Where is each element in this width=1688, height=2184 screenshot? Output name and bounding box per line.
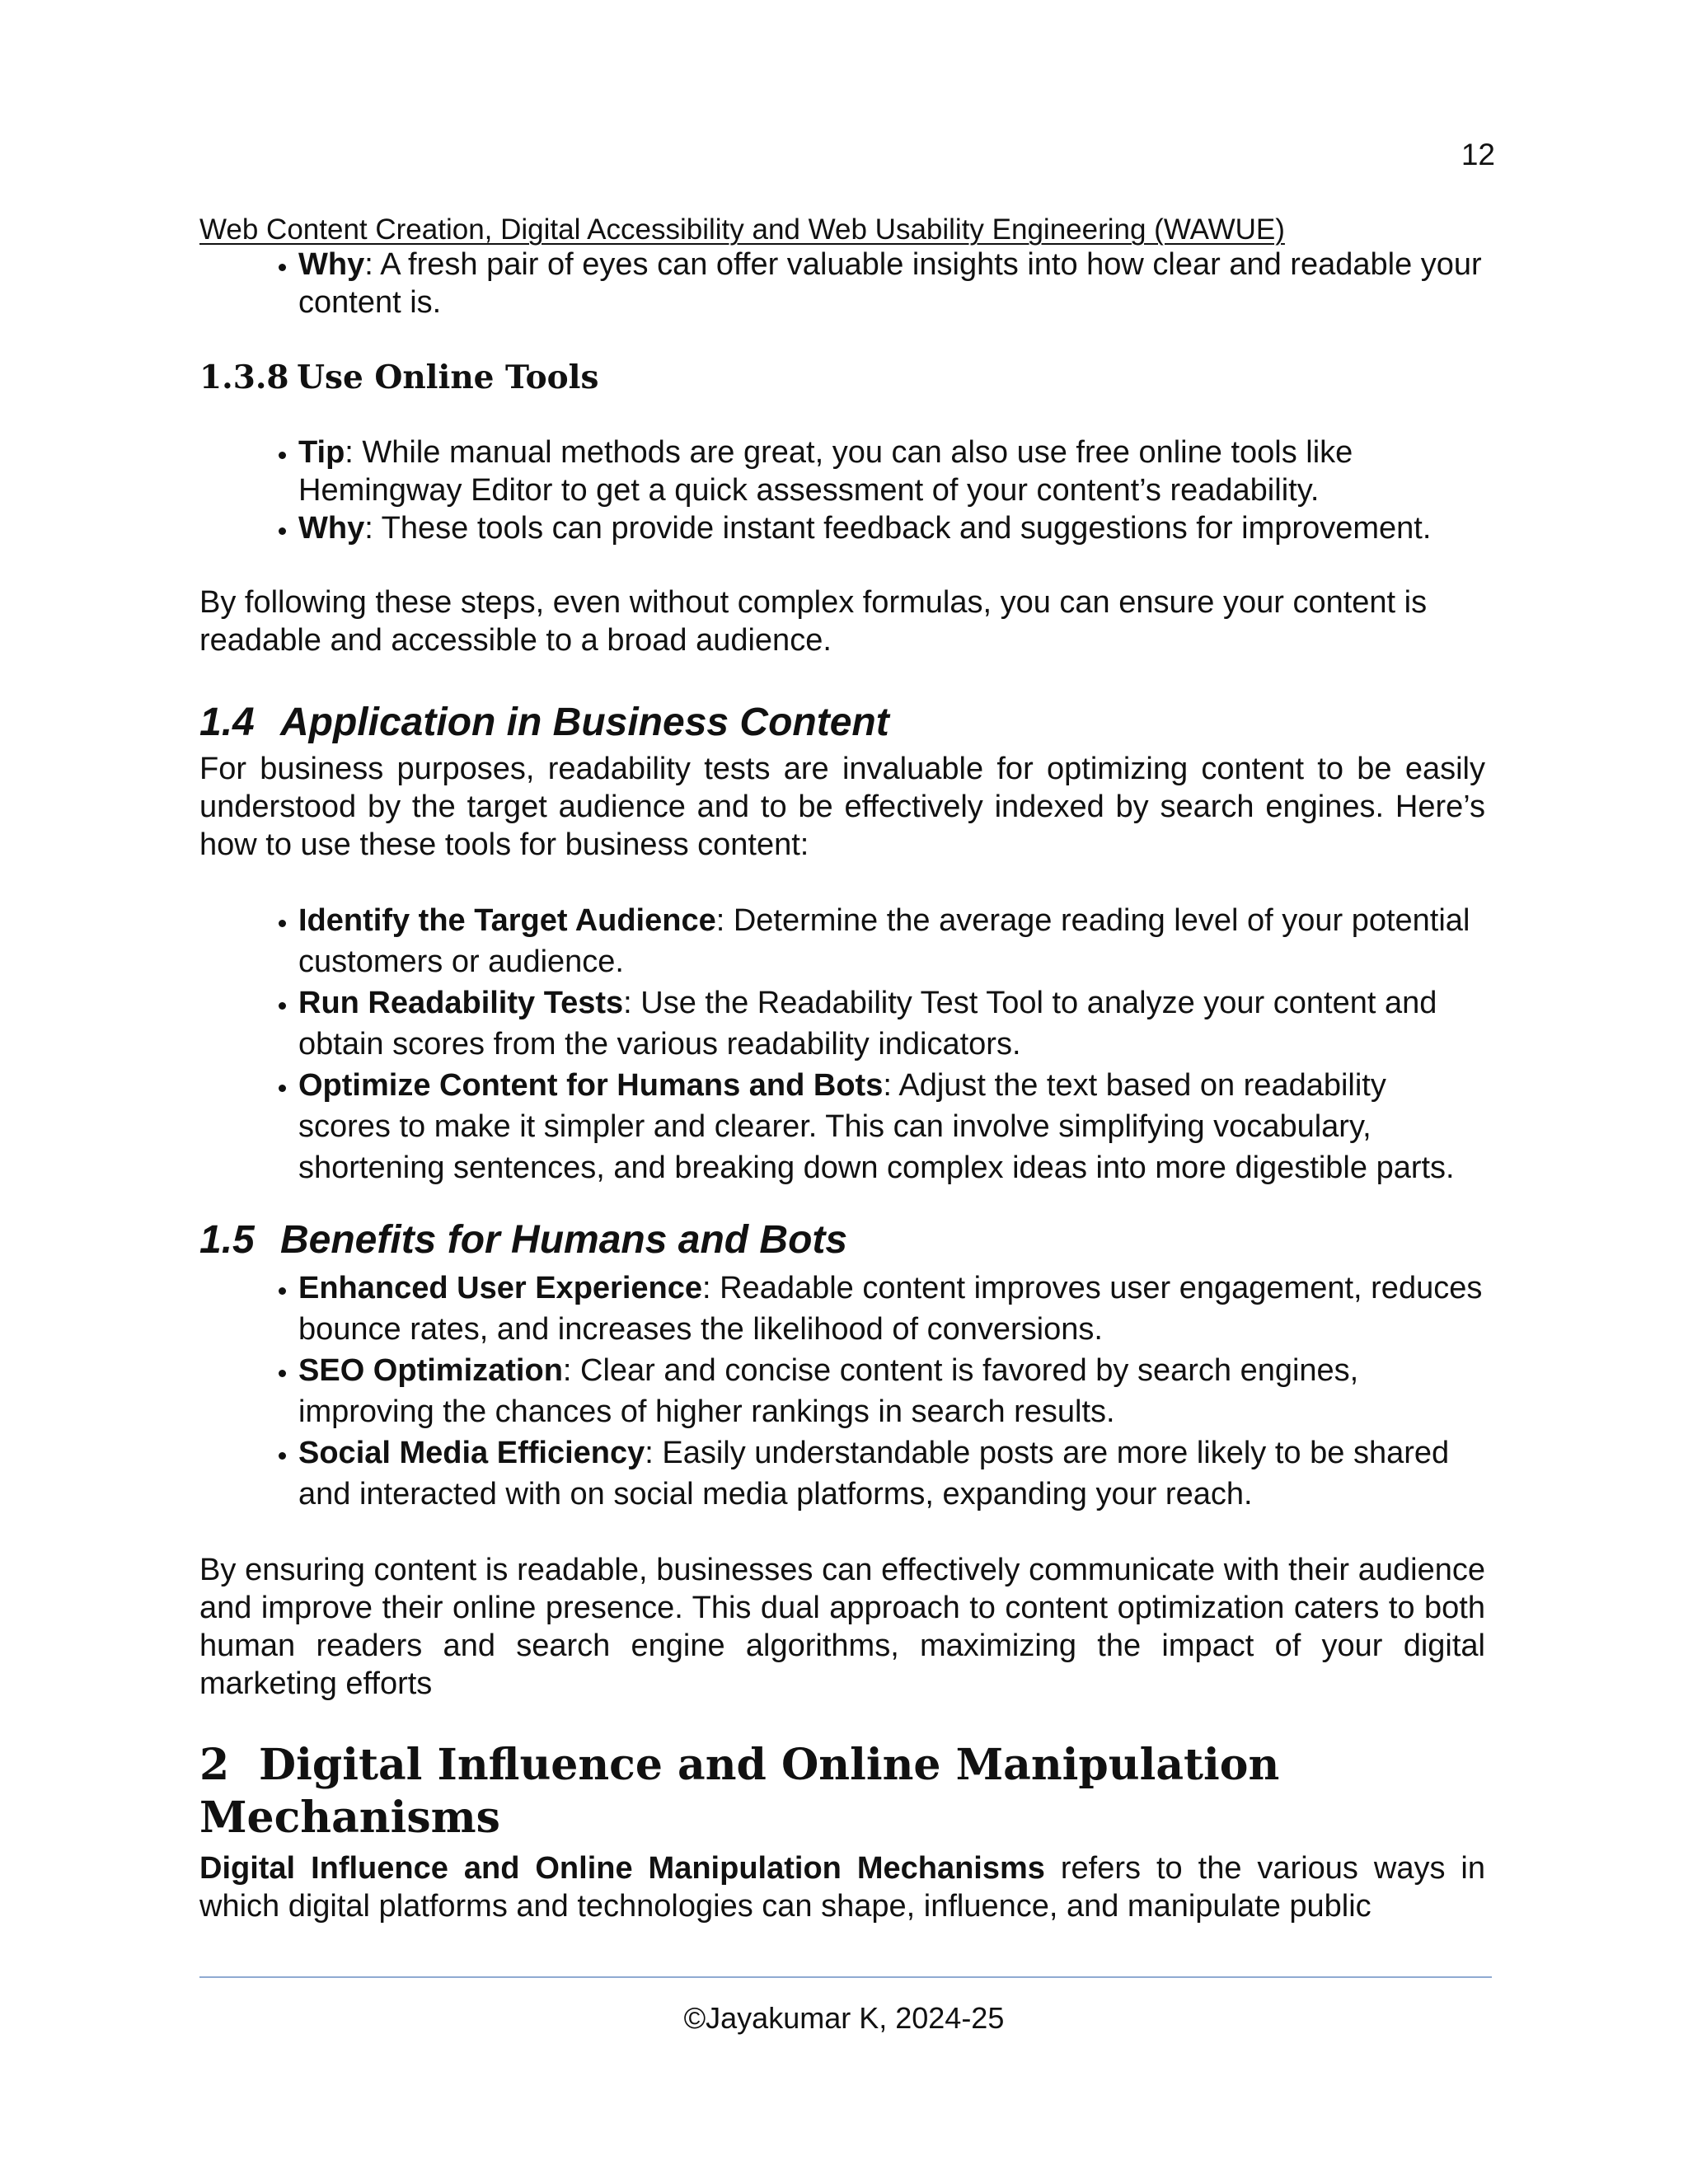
list-item-text: : Use the Readability Test Tool to analyze your content and obtain scores from the various readability indicators. — [298, 986, 1437, 1062]
list-item-term: Optimize Content for Humans and Bots — [298, 1068, 884, 1103]
list-item — [298, 434, 1485, 509]
chapter-number: 2 — [199, 1740, 230, 1790]
bullet-list-business — [199, 900, 1485, 1188]
chapter-heading-2 — [199, 1739, 1485, 1844]
bullet-list-online-tools — [199, 434, 1485, 547]
paragraph-business-intro: For business purposes, readability tests are invaluable for optimizing content to be easily understood by the target audience and to be effectively indexed by search engines. Here’s how to use these tools for business content: — [199, 752, 1485, 862]
list-item-text: : Determine the average reading level of your potential customers or audience. — [298, 903, 1470, 979]
bullet-list-top — [199, 246, 1485, 321]
section-heading-1-4 — [199, 699, 1485, 747]
running-header: Web Content Creation, Digital Accessibility and Web Usability Engineering (WAWUE) — [199, 213, 1285, 246]
list-item — [298, 982, 1485, 1065]
list-item-text: : Clear and concise content is favored by search engines, improving the chances of higher rankings in search results. — [298, 1353, 1359, 1429]
page-number: 12 — [1461, 138, 1495, 171]
page-content — [199, 246, 1485, 1925]
intro-text: refers to the various ways in which digital platforms and technologies can shape, influence, and manipulate public — [199, 1851, 1485, 1924]
list-item — [298, 1432, 1485, 1515]
list-item-term: Why — [298, 511, 365, 546]
list-item-term: Identify the Target Audience — [298, 903, 716, 938]
list-item — [298, 1350, 1485, 1432]
section-heading-1-3-8 — [199, 358, 1485, 397]
list-item-term: Run Readability Tests — [298, 986, 624, 1020]
list-item-text: : While manual methods are great, you can also use free online tools like Hemingway Editor to get a quick assessment of your content’s readability. — [298, 435, 1353, 508]
list-item-text: : Easily understandable posts are more likely to be shared and interacted with on social media platforms, expanding your reach. — [298, 1436, 1450, 1511]
section-title: Benefits for Humans and Bots — [280, 1218, 848, 1262]
footer-copyright: ©Jayakumar K, 2024-25 — [683, 2001, 1005, 2035]
list-item-term: Enhanced User Experience — [298, 1271, 702, 1305]
bullet-list-benefits — [199, 1268, 1485, 1515]
list-item-term: Why — [298, 247, 365, 282]
section-number: 1.3.8 — [199, 359, 289, 396]
list-item-text: : A fresh pair of eyes can offer valuable insights into how clear and readable your content is. — [298, 247, 1482, 320]
list-item — [298, 509, 1485, 547]
list-item-term: SEO Optimization — [298, 1353, 563, 1388]
list-item — [298, 246, 1485, 321]
list-item-term: Social Media Efficiency — [298, 1436, 645, 1470]
paragraph-chapter-intro — [199, 1849, 1485, 1925]
paragraph-benefits-summary: By ensuring content is readable, businesses can effectively communicate with their audience and improve their online presence. This dual approach to content optimization caters to both human readers and search engine algorithms, maximizing the impact of your digital marketing efforts — [199, 1553, 1485, 1701]
list-item — [298, 1268, 1485, 1350]
list-item-text: : Readable content improves user engagement, reduces bounce rates, and increases the likelihood of conversions. — [298, 1271, 1483, 1347]
section-number: 1.5 — [199, 1218, 255, 1262]
chapter-title: Digital Influence and Online Manipulation Mechanisms — [199, 1740, 1280, 1843]
section-title: Use Online Tools — [297, 359, 599, 396]
section-heading-1-5 — [199, 1216, 1485, 1264]
list-item-text: : These tools can provide instant feedback and suggestions for improvement. — [364, 511, 1432, 546]
list-item-text: : Adjust the text based on readability scores to make it simpler and clearer. This can involve simplifying vocabulary, shortening sentences, and breaking down complex ideas into more digestible parts. — [298, 1068, 1455, 1185]
list-item — [298, 1065, 1485, 1188]
section-title: Application in Business Content — [280, 701, 889, 744]
list-item — [298, 900, 1485, 982]
intro-term: Digital Influence and Online Manipulation Mechanisms — [199, 1851, 1045, 1886]
section-number: 1.4 — [199, 701, 255, 744]
list-item-term: Tip — [298, 435, 345, 470]
footer-divider — [199, 1976, 1492, 1978]
paragraph-steps-summary: By following these steps, even without complex formulas, you can ensure your content is readable and accessible to a broad audience. — [199, 585, 1428, 658]
